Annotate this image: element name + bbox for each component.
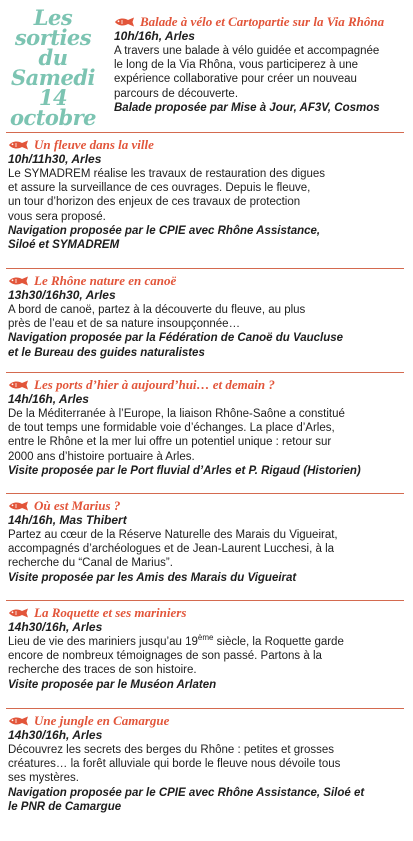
event-title-text: Balade à vélo et Cartopartie sur la Via Rhôna xyxy=(140,14,385,29)
divider xyxy=(6,268,404,269)
event-description xyxy=(114,44,410,101)
event-credit xyxy=(8,786,408,814)
credit-line: Navigation proposée par le CPIE avec Rhône Assistance, xyxy=(8,224,321,237)
credit-line: Navigation proposée par la Fédération de Canoë du Vaucluse xyxy=(8,332,344,345)
event-time: 14h/16h, Mas Thibert xyxy=(8,513,127,527)
divider xyxy=(6,372,404,373)
event-time: 13h30/16h30, Arles xyxy=(8,288,116,302)
event-description xyxy=(8,743,408,786)
event-credit xyxy=(8,464,408,478)
event-jungle xyxy=(8,713,408,814)
desc-text: Lieu de vie des mariniers jusqu’au 19 xyxy=(8,636,198,648)
event-title xyxy=(8,273,408,288)
desc-line: recherche du “Canal de Marius”. xyxy=(8,557,173,570)
fish-icon xyxy=(8,380,30,390)
divider xyxy=(6,132,404,133)
desc-line: Le SYMADREM réalise les travaux de restauration des digues xyxy=(8,168,326,180)
desc-line: Partez au cœur de la Réserve Naturelle des Marais du Vigueirat, xyxy=(8,529,338,541)
desc-line: expérience collaborative pour créer un nouveau xyxy=(114,73,357,86)
event-fleuve-ville xyxy=(8,137,408,252)
event-description xyxy=(8,167,408,224)
event-ports xyxy=(8,377,408,478)
desc-line: 2000 ans d’histoire portuaire à Arles. xyxy=(8,450,195,463)
event-credit xyxy=(114,101,410,115)
desc-line: parcours de découverte. xyxy=(114,87,239,100)
event-title-text: Une jungle en Camargue xyxy=(34,713,170,728)
desc-line: A travers une balade à vélo guidée et accompagnée xyxy=(114,45,380,57)
title-line: 14 octobre xyxy=(9,85,97,130)
fish-icon xyxy=(8,140,30,150)
desc-text: siècle, la Roquette garde xyxy=(213,636,344,648)
event-balade-velo xyxy=(114,14,410,115)
credit-line: Visite proposée par le Muséon Arlaten xyxy=(8,678,217,691)
credit-line: Visite proposée par le Port fluvial d’Arles et P. Rigaud (Historien) xyxy=(8,464,361,477)
fish-icon xyxy=(8,716,30,726)
fish-icon xyxy=(8,276,30,286)
event-description xyxy=(8,303,408,331)
desc-line: Découvrez les secrets des berges du Rhône : petites et grosses xyxy=(8,744,335,756)
title-line: du xyxy=(38,45,68,70)
event-credit xyxy=(8,331,408,359)
event-roquette xyxy=(8,605,408,692)
credit-line: Visite proposée par les Amis des Marais du Vigueirat xyxy=(8,571,297,584)
desc-line xyxy=(8,635,408,649)
event-time: 14h30/16h, Arles xyxy=(8,728,103,742)
title-line: Samedi xyxy=(10,65,95,90)
event-description xyxy=(8,635,408,678)
desc-line: entre le Rhône et la mer lui offre un potentiel unique : retour sur xyxy=(8,436,332,449)
event-marius xyxy=(8,498,408,585)
page-title xyxy=(4,5,102,130)
event-credit xyxy=(8,678,408,692)
superscript: ème xyxy=(197,633,214,643)
event-title xyxy=(8,605,408,620)
desc-line: De la Méditerranée à l’Europe, la liaison Rhône-Saône a constitué xyxy=(8,408,345,420)
event-credit xyxy=(8,224,408,252)
title-line: Les sorties xyxy=(14,5,92,50)
credit-line: Navigation proposée par le CPIE avec Rhône Assistance, Siloé et xyxy=(8,786,365,799)
desc-line: vous sera proposé. xyxy=(8,210,106,223)
event-title xyxy=(8,498,408,513)
divider xyxy=(6,708,404,709)
desc-line: créatures… la forêt alluviale qui borde le fleuve nous dévoile tous xyxy=(8,758,341,771)
event-title-text: Les ports d’hier à aujourd’hui… et demain ? xyxy=(34,377,275,392)
divider xyxy=(6,493,404,494)
credit-line: et le Bureau des guides naturalistes xyxy=(8,346,205,359)
event-rhone-canoe xyxy=(8,273,408,360)
desc-line: encore de nombreux témoignages de son passé. Partons à la xyxy=(8,650,322,663)
desc-line: près de l’eau et de sa nature insoupçonnée… xyxy=(8,318,241,331)
event-title-text: La Roquette et ses mariniers xyxy=(34,605,187,620)
fish-icon xyxy=(8,608,30,618)
event-description xyxy=(8,407,408,464)
credit-line: Siloé et SYMADREM xyxy=(8,239,120,252)
event-title-text: Un fleuve dans la ville xyxy=(34,137,154,152)
desc-line: de tout temps une formidable voie d’échanges. La place d’Arles, xyxy=(8,422,335,435)
desc-line: accompagnés d’archéologues et de Jean-Laurent Lucchesi, à la xyxy=(8,543,335,556)
event-title xyxy=(8,377,408,392)
desc-line: le long de la Via Rhôna, vous participerez à une xyxy=(114,59,359,72)
event-title xyxy=(8,137,408,152)
desc-line: ses mystères. xyxy=(8,772,79,785)
event-time: 10h/11h30, Arles xyxy=(8,152,102,166)
credit-line: Balade proposée par Mise à Jour, AF3V, Cosmos xyxy=(114,101,380,114)
event-title xyxy=(8,713,408,728)
desc-line: un tour d’horizon des enjeux de ces travaux de protection xyxy=(8,196,301,209)
credit-line: le PNR de Camargue xyxy=(8,800,122,813)
desc-line: A bord de canoë, partez à la découverte du fleuve, au plus xyxy=(8,304,306,316)
event-time: 10h/16h, Arles xyxy=(114,29,195,43)
event-title-text: Le Rhône nature en canoë xyxy=(34,273,177,288)
event-time: 14h30/16h, Arles xyxy=(8,620,103,634)
desc-line: et assure la surveillance de ces ouvrages. Depuis le fleuve, xyxy=(8,182,311,195)
fish-icon xyxy=(114,17,136,27)
event-credit xyxy=(8,571,408,585)
desc-line: recherche des traces de son histoire. xyxy=(8,664,197,677)
divider xyxy=(6,600,404,601)
event-time: 14h/16h, Arles xyxy=(8,392,89,406)
event-title-text: Où est Marius ? xyxy=(34,498,121,513)
event-title xyxy=(114,14,410,29)
fish-icon xyxy=(8,501,30,511)
event-description xyxy=(8,528,408,571)
